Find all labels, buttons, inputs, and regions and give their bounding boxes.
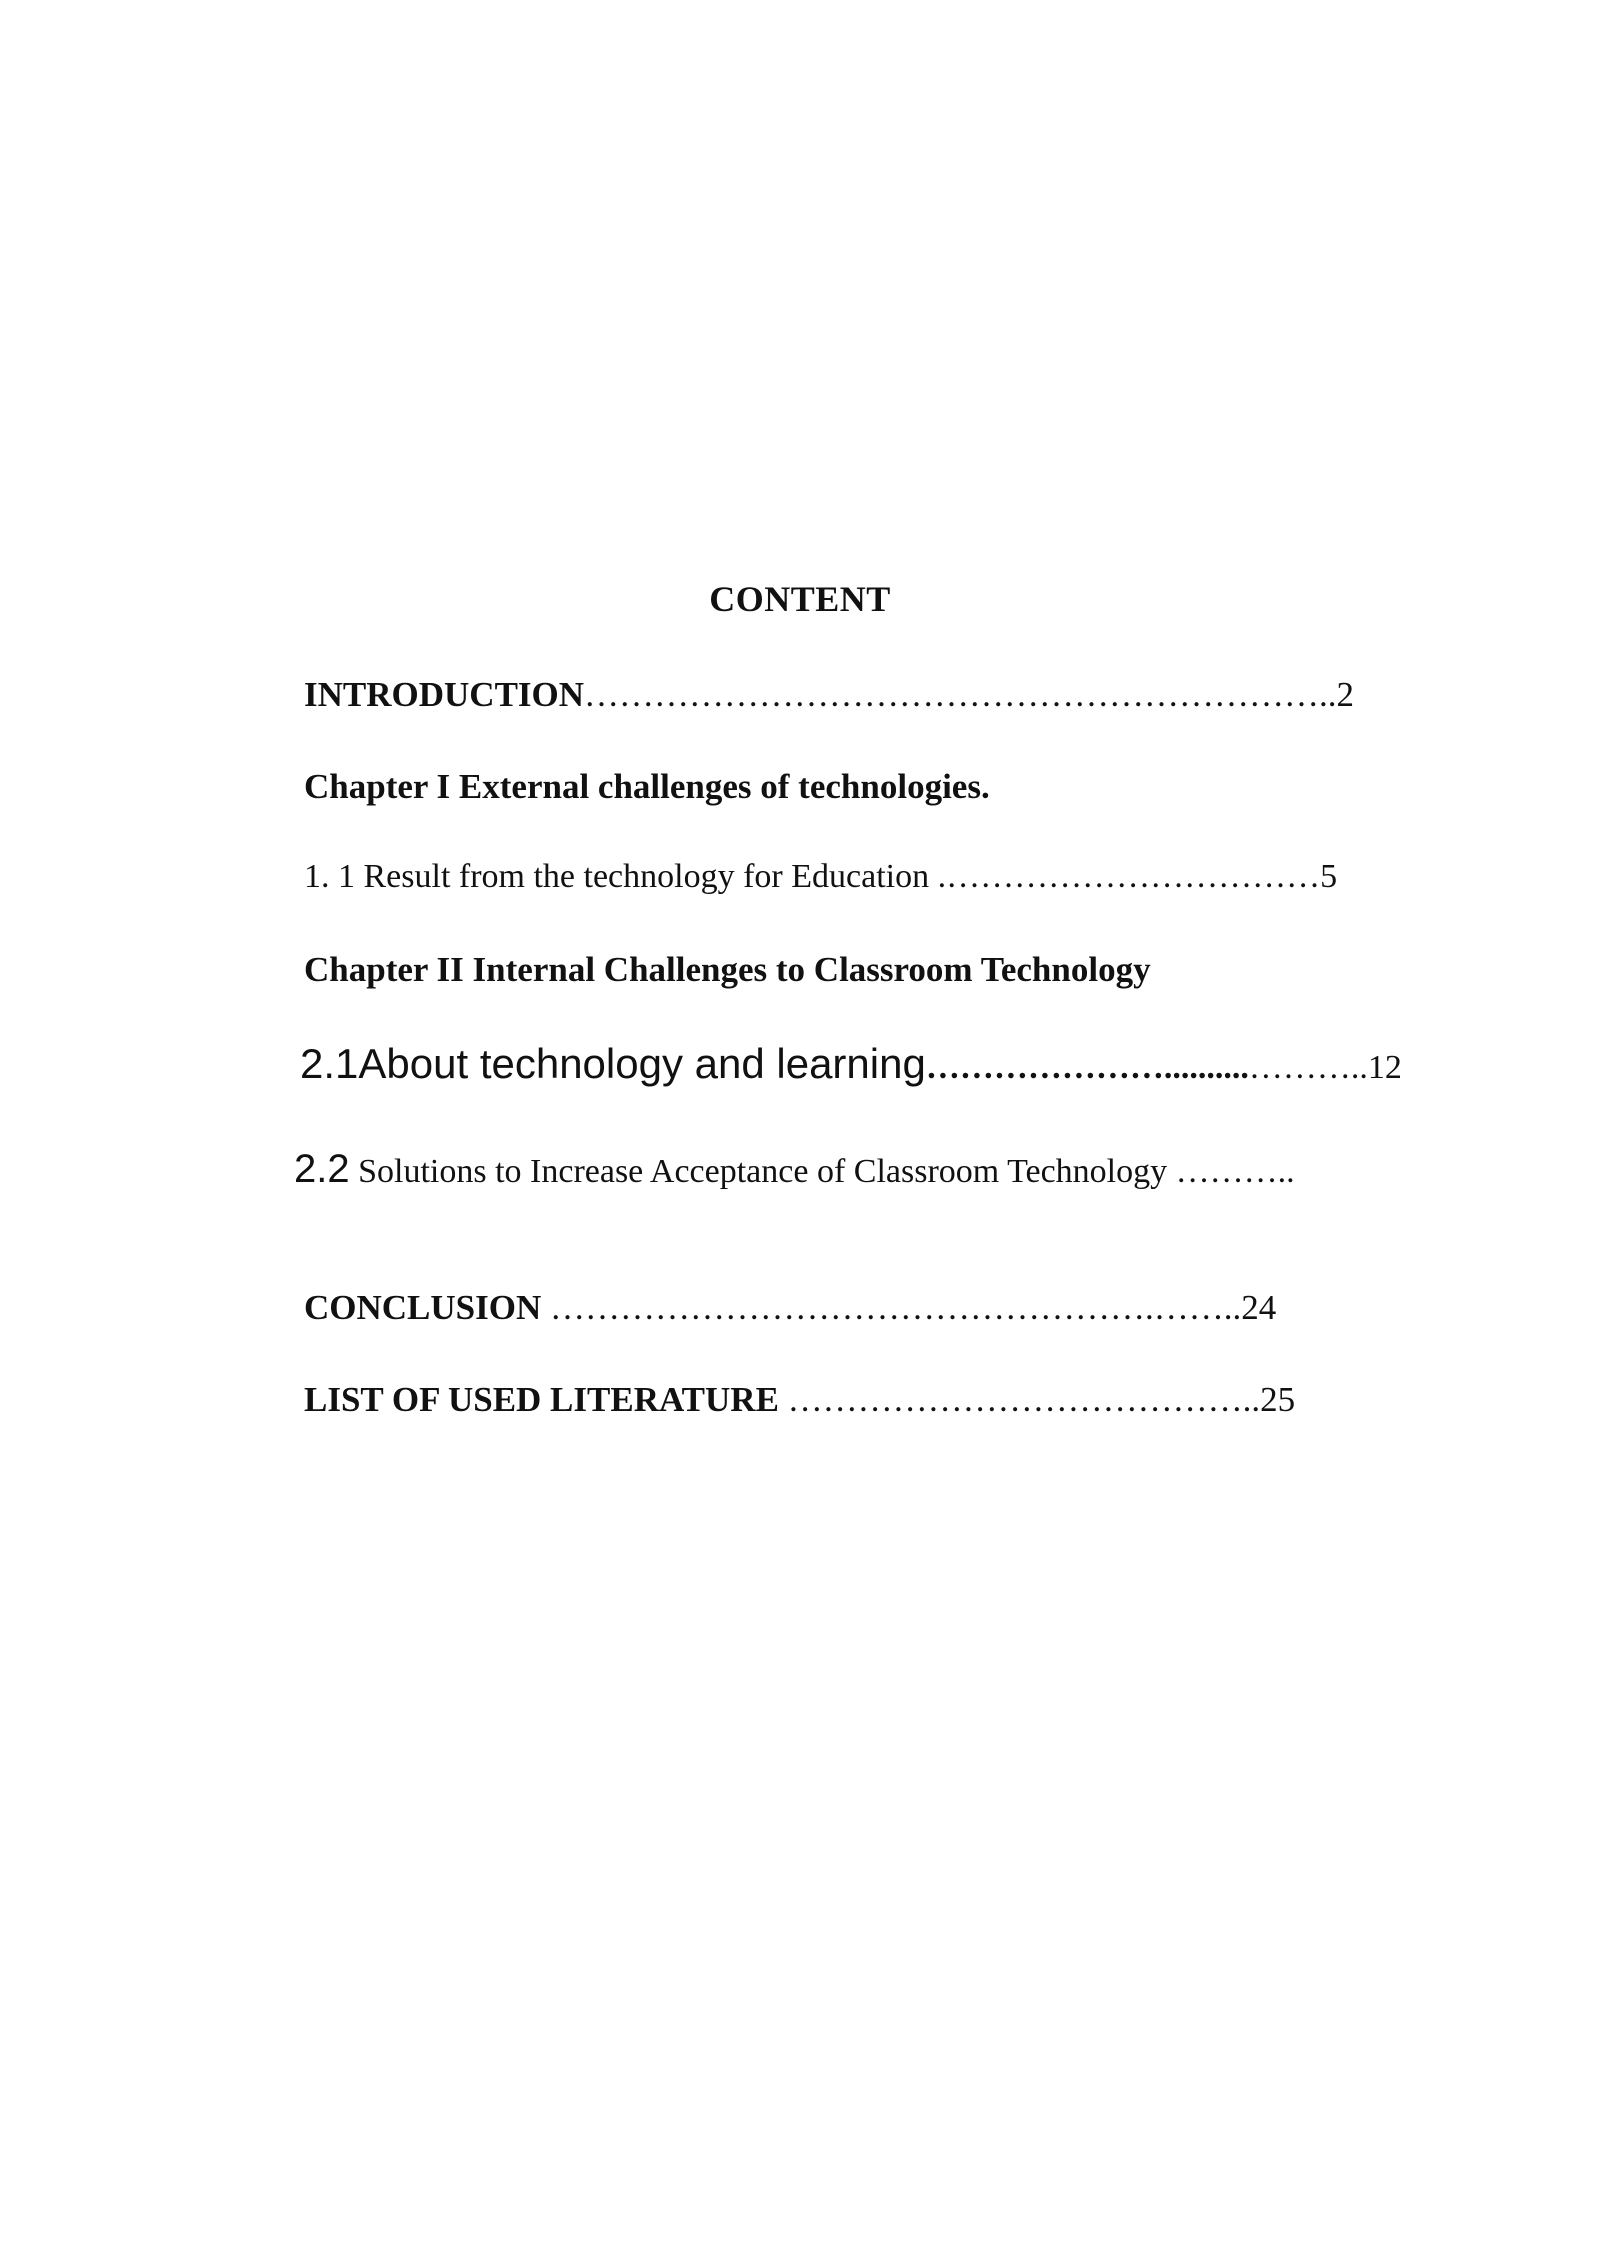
toc-page-number: 5 xyxy=(1320,858,1338,895)
toc-entry-conclusion xyxy=(304,1288,1276,1328)
toc-entry-label: About technology and learning xyxy=(358,1040,926,1087)
toc-section-number: 2.2 xyxy=(294,1147,350,1191)
toc-entry-label: Solutions to Increase Acceptance of Classroom Technology xyxy=(349,1153,1168,1190)
toc-entry-section-1-1 xyxy=(304,858,1337,896)
toc-entry-literature xyxy=(304,1380,1295,1420)
toc-chapter-2-heading xyxy=(304,950,1151,990)
toc-entry-section-2-2 xyxy=(294,1147,1295,1192)
toc-leader: …………………………………………….…….. xyxy=(541,1288,1242,1327)
toc-entry-label: CONCLUSION xyxy=(304,1288,542,1327)
toc-entry-label: 1. 1 Result from the technology for Education xyxy=(304,858,930,895)
toc-section-number: 2.1 xyxy=(300,1040,359,1087)
toc-entry-label: Chapter I External challenges of technologies. xyxy=(304,767,990,806)
toc-page-number: 12 xyxy=(1367,1049,1402,1086)
toc-entry-label: Chapter II Internal Challenges to Classroom Technology xyxy=(304,950,1151,989)
toc-page-number: 2 xyxy=(1336,675,1355,714)
toc-chapter-1-heading xyxy=(304,767,990,807)
toc-entry-label: LIST OF USED LITERATURE xyxy=(304,1380,779,1419)
toc-leader: ………………………………….. xyxy=(778,1380,1261,1419)
toc-page-number: 25 xyxy=(1260,1380,1296,1419)
toc-leader: ……….. xyxy=(1248,1049,1368,1086)
toc-leader: ……………………………………………………….. xyxy=(584,675,1337,714)
toc-entry-section-2-1 xyxy=(300,1040,1402,1088)
toc-page-number: 24 xyxy=(1241,1288,1277,1327)
toc-entry-label: INTRODUCTION xyxy=(304,675,585,714)
toc-leader-bold: ………………….......... xyxy=(925,1049,1249,1086)
toc-entry-introduction xyxy=(304,675,1354,715)
page-title: CONTENT xyxy=(709,579,891,619)
toc-leader: ……….. xyxy=(1167,1153,1295,1190)
toc-leader: .…………………………… xyxy=(929,858,1321,895)
